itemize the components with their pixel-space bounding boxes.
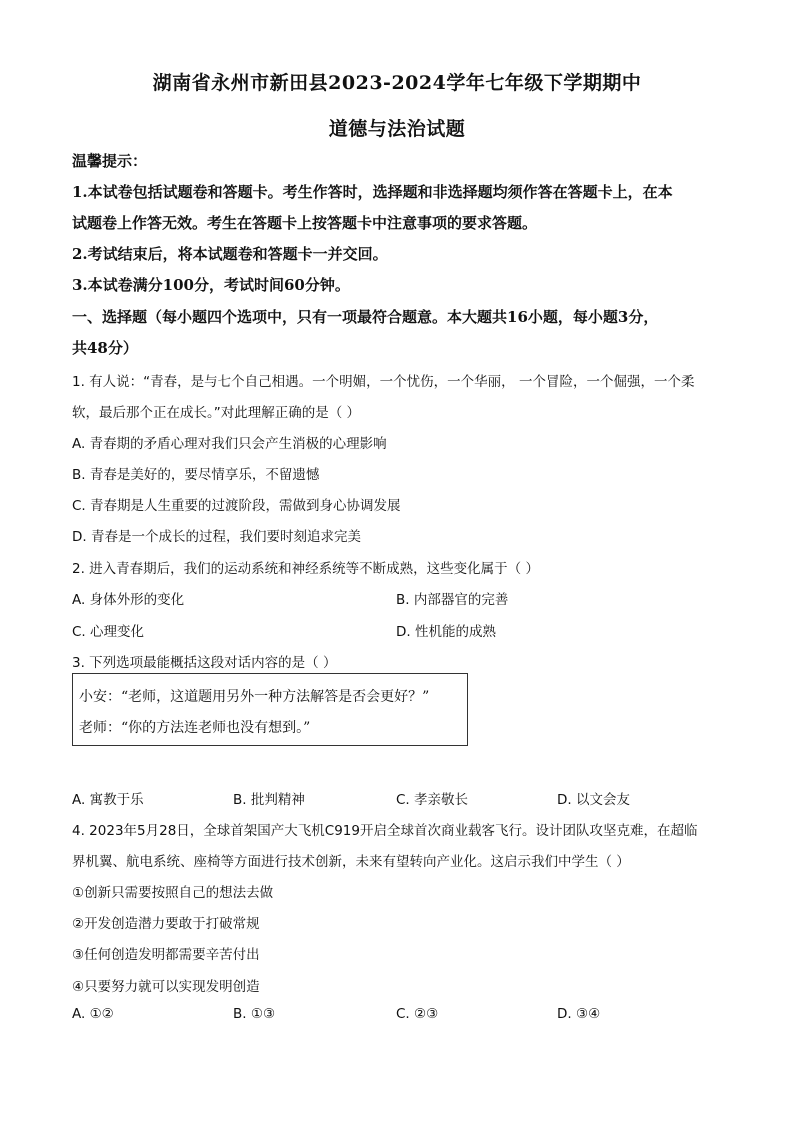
q3-dialog-teacher: 老师：“你的方法连老师也没有想到。” xyxy=(79,720,311,736)
q1-option-d: D. 青春是一个成长的过程，我们要时刻追求完美 xyxy=(72,529,361,545)
notice-item-3: 3.本试卷满分100分，考试时间60分钟。 xyxy=(72,276,350,294)
q4-stem-line-2: 界机翼、航电系统、座椅等方面进行技术创新，未来有望转向产业化。这启示我们中学生（ ） xyxy=(72,854,630,870)
notice-item-1-line-2: 试题卷上作答无效。考生在答题卡上按答题卡中注意事项的要求答题。 xyxy=(72,214,538,232)
q2-stem: 2. 进入青春期后，我们的运动系统和神经系统等不断成熟，这些变化属于（ ） xyxy=(72,561,539,577)
q2-option-a: A. 身体外形的变化 xyxy=(72,592,185,608)
exam-title: 湖南省永州市新田县2023-2024学年七年级下学期期中 xyxy=(152,72,642,94)
q3-option-b: B. 批判精神 xyxy=(233,792,305,808)
section-heading-line-1: 一、选择题（每小题四个选项中，只有一项最符合题意。本大题共16小题，每小题3分， xyxy=(72,308,659,326)
q4-stem-line-1: 4. 2023年5月28日，全球首架国产大飞机C919开启全球首次商业载客飞行。设计团队攻坚克难，在超临 xyxy=(72,823,698,839)
q1-stem-line-1: 1. 有人说：“青春，是与七个自己相遇。一个明媚，一个忧伤，一个华丽， 一个冒险，一个倔强，一个柔 xyxy=(72,374,695,390)
q1-stem-line-2: 软，最后那个正在成长。”对此理解正确的是（ ） xyxy=(72,405,361,421)
q4-option-a: A. ①② xyxy=(72,1006,114,1022)
notice-item-1-line-1: 1.本试卷包括试题卷和答题卡。考生作答时，选择题和非选择题均须作答在答题卡上，在本 xyxy=(72,183,673,201)
q4-option-c: C. ②③ xyxy=(396,1006,439,1022)
q4-option-d: D. ③④ xyxy=(557,1006,601,1022)
q3-dialog-student: 小安：“老师，这道题用另外一种方法解答是否会更好？” xyxy=(79,689,430,705)
q4-statement-4: ④只要努力就可以实现发明创造 xyxy=(72,979,260,995)
q3-option-a: A. 寓教于乐 xyxy=(72,792,144,808)
notice-heading: 温馨提示： xyxy=(72,152,148,170)
q2-option-b: B. 内部器官的完善 xyxy=(396,592,509,608)
exam-subtitle: 道德与法治试题 xyxy=(328,118,466,140)
q4-option-b: B. ①③ xyxy=(233,1006,276,1022)
q4-statement-1: ①创新只需要按照自己的想法去做 xyxy=(72,885,274,901)
q4-statement-3: ③任何创造发明都需要辛苦付出 xyxy=(72,947,260,963)
section-heading-line-2: 共48分） xyxy=(72,339,138,357)
q2-option-d: D. 性机能的成熟 xyxy=(396,624,496,640)
q1-option-c: C. 青春期是人生重要的过渡阶段，需做到身心协调发展 xyxy=(72,498,401,514)
q3-dialog-box xyxy=(72,673,468,746)
q3-option-d: D. 以文会友 xyxy=(557,792,630,808)
q4-statement-2: ②开发创造潜力要敢于打破常规 xyxy=(72,916,260,932)
q1-option-a: A. 青春期的矛盾心理对我们只会产生消极的心理影响 xyxy=(72,436,387,452)
q3-stem: 3. 下列选项最能概括这段对话内容的是（ ） xyxy=(72,655,337,671)
q1-option-b: B. 青春是美好的，要尽情享乐，不留遗憾 xyxy=(72,467,320,483)
notice-item-2: 2.考试结束后，将本试题卷和答题卡一并交回。 xyxy=(72,245,388,263)
q3-option-c: C. 孝亲敬长 xyxy=(396,792,469,808)
q2-option-c: C. 心理变化 xyxy=(72,624,145,640)
